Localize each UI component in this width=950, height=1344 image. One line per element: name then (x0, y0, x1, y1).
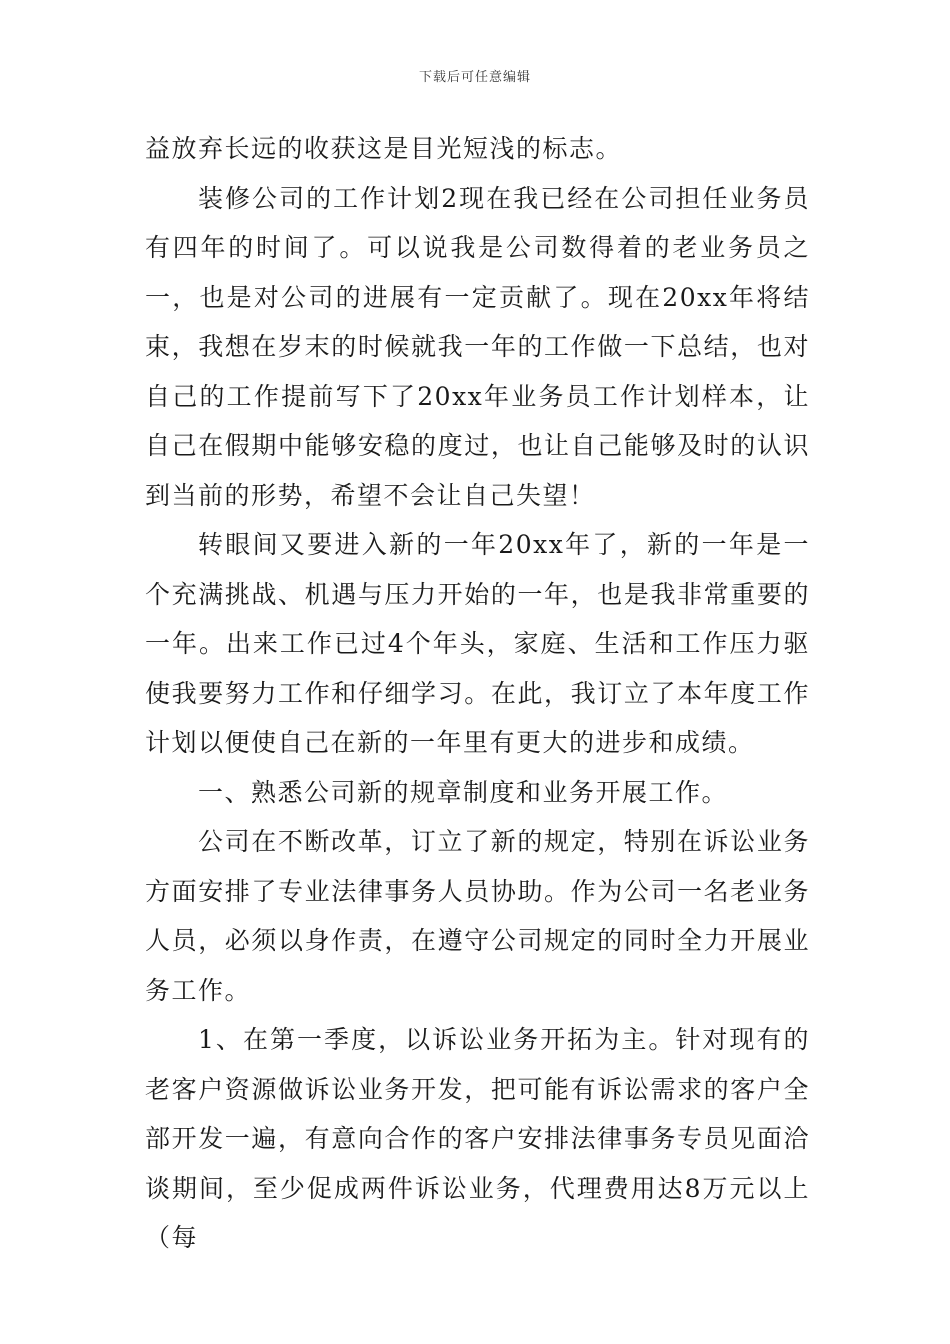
paragraph: 益放弃长远的收获这是目光短浅的标志。 (145, 134, 623, 163)
section-heading: 一、熟悉公司新的规章制度和业务开展工作。 (198, 777, 729, 807)
paragraph: 转眼间又要进入新的一年20xx年了，新的一年是一个充满挑战、机遇与压力开始的一年，也是我非常重要的一年。出来工作已过4个年头，家庭、生活和工作压力驱使我要努力工作和仔细学习。在此，我订立了本年度工作计划以便使自己在新的一年里有更大的进步和成绩。 (145, 530, 810, 757)
document-body (145, 124, 810, 1263)
paragraph: 公司在不断改革，订立了新的规定，特别在诉讼业务方面安排了专业法律事务人员协助。作为公司一名老业务人员，必须以身作责，在遵守公司规定的同时全力开展业务工作。 (145, 827, 810, 1005)
page-header: 下载后可任意编辑 (418, 70, 531, 85)
paragraph: 装修公司的工作计划2现在我已经在公司担任业务员有四年的时间了。可以说我是公司数得着的老业务员之一，也是对公司的进展有一定贡献了。现在20xx年将结束，我想在岁末的时候就我一年的工作做一下总结，也对自己的工作提前写下了20xx年业务员工作计划样本，让自己在假期中能够安稳的度过，也让自己能够及时的认识到当前的形势，希望不会让自己失望！ (145, 183, 810, 510)
list-item: 1、在第一季度，以诉讼业务开拓为主。针对现有的老客户资源做诉讼业务开发，把可能有诉讼需求的客户全部开发一遍，有意向合作的客户安排法律事务专员见面洽谈期间，至少促成两件诉讼业务，代理费用达8万元以上（每 (145, 1025, 810, 1252)
